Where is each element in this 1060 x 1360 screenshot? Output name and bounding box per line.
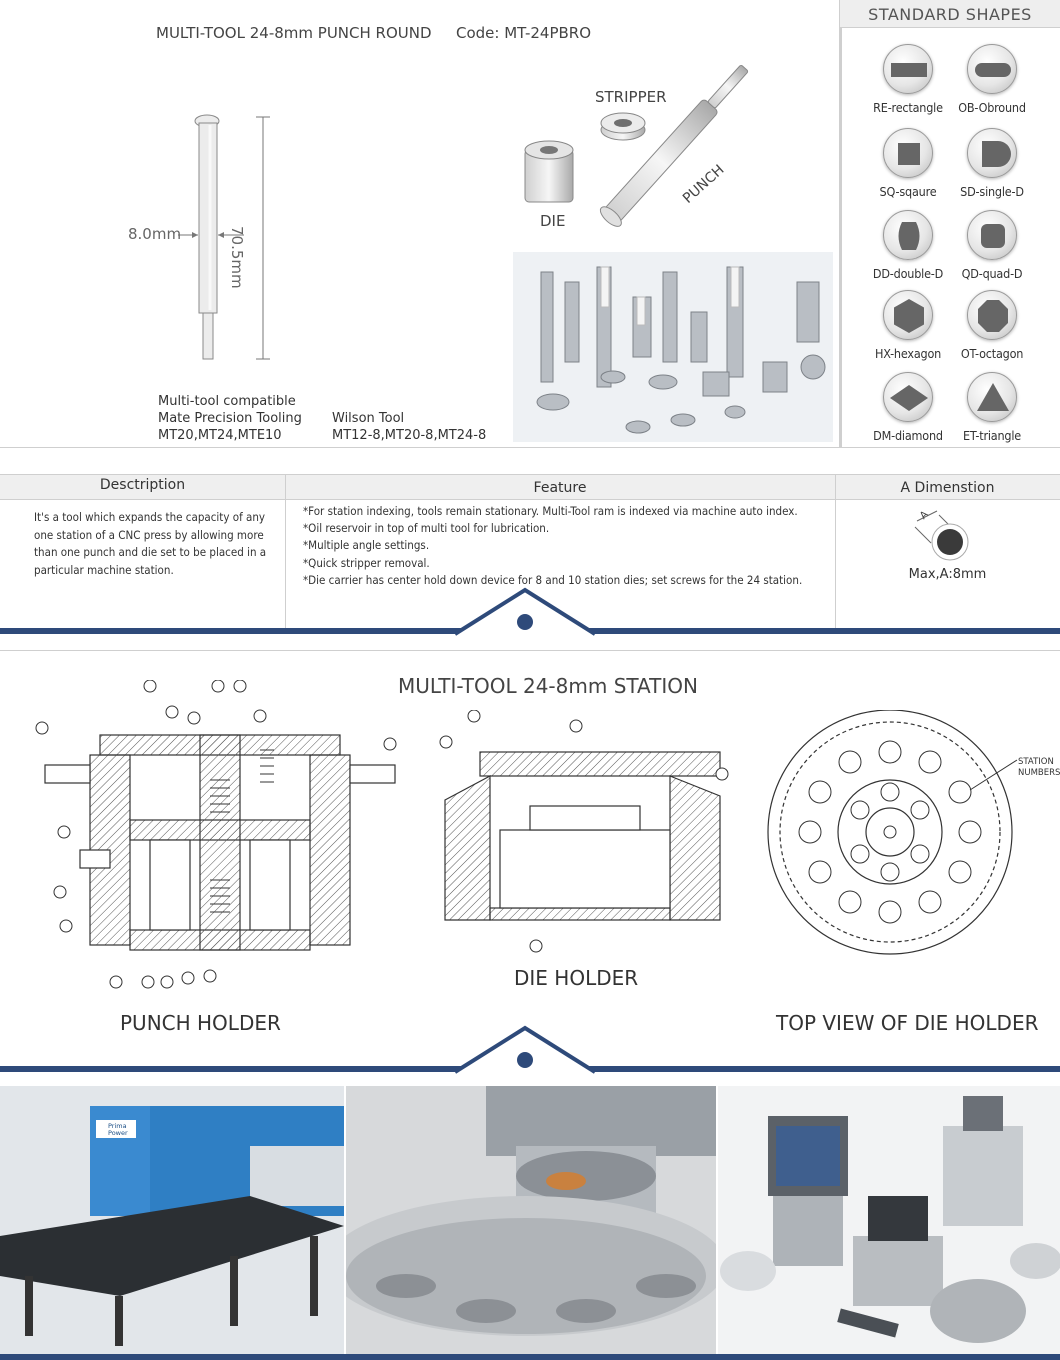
- shape-hexagon: HX-hexagon: [866, 290, 950, 361]
- feature-item: *Quick stripper removal.: [303, 555, 430, 570]
- die-holder-drawing: [430, 710, 740, 960]
- col-feature-header: Feature: [533, 480, 587, 496]
- bottom-bar: [0, 1354, 1060, 1360]
- tooling-photo: [513, 252, 833, 442]
- turret-closeup-photo: [346, 1086, 716, 1354]
- mate-title: Mate Precision Tooling: [158, 411, 302, 426]
- machine-brand: Prima Power: [108, 1122, 128, 1137]
- col-divider-2: [835, 475, 836, 630]
- shape-triangle: ET-triangle: [950, 372, 1034, 443]
- feature-item: *Multiple angle settings.: [303, 538, 430, 553]
- quad-d-icon: [968, 211, 1018, 261]
- shape-quad-d: QD-quad-D: [950, 210, 1034, 281]
- obround-icon: [968, 45, 1018, 95]
- divider-chevron: [455, 1024, 595, 1074]
- multitool-products-photo: [718, 1086, 1060, 1354]
- shape-octagon: OT-octagon: [950, 290, 1034, 361]
- triangle-icon: [968, 373, 1018, 423]
- compat-line1: Multi-tool compatible: [158, 394, 296, 409]
- shape-square: SQ-sqaure: [866, 128, 950, 199]
- feature-list: [303, 503, 833, 589]
- wilson-title: Wilson Tool: [332, 411, 405, 426]
- shape-single-d: SD-single-D: [950, 128, 1034, 199]
- hexagon-icon: [884, 291, 934, 341]
- square-icon: [884, 129, 934, 179]
- double-d-icon: [884, 211, 934, 261]
- feature-item: *Die carrier has center hold down device for 8 and 10 station dies; set screws for the 24 station.: [303, 572, 803, 587]
- shape-rectangle: RE-rectangle: [866, 44, 950, 115]
- diameter-label: 8.0mm: [128, 225, 182, 243]
- punch-holder-drawing: [30, 680, 410, 990]
- wilson-models: MT12-8,MT20-8,MT24-8: [332, 428, 487, 443]
- length-label: 70.5mm: [228, 226, 246, 289]
- top-view-drawing: [755, 710, 1045, 960]
- mate-models: MT20,MT24,MTE10: [158, 428, 282, 443]
- feature-item: *Oil reservoir in top of multi tool for lubrication.: [303, 521, 550, 536]
- product-code: Code: MT-24PBRO: [456, 24, 592, 42]
- die-holder-label: DIE HOLDER: [514, 966, 639, 990]
- shape-double-d: DD-double-D: [866, 210, 950, 281]
- shapes-title: STANDARD SHAPES: [868, 5, 1032, 24]
- photo-separator: [344, 1086, 346, 1354]
- stripper-label: STRIPPER: [595, 88, 667, 106]
- col-description-header: Desctription: [99, 477, 186, 493]
- divider-chevron: [455, 586, 595, 636]
- col-dimension-header: A Dimenstion: [900, 480, 995, 496]
- a-dimension-diagram: [905, 505, 985, 565]
- die-label: DIE: [540, 212, 566, 230]
- top-view-label: TOP VIEW OF DIE HOLDER: [776, 1011, 1039, 1035]
- station-numbers-label: STATION NUMBERS: [1018, 757, 1060, 778]
- octagon-icon: [968, 291, 1018, 341]
- station-title: MULTI-TOOL 24-8mm STATION: [398, 674, 698, 698]
- col-divider-1: [285, 475, 286, 630]
- a-dimension-value: Max,A:8mm: [908, 567, 987, 582]
- punch-label: PUNCH: [680, 161, 728, 207]
- diamond-icon: [884, 373, 934, 423]
- photo-separator: [716, 1086, 718, 1354]
- a-dimension-letter: A: [918, 509, 931, 522]
- shape-diamond: DM-diamond: [866, 372, 950, 443]
- rectangle-icon: [884, 45, 934, 95]
- shape-obround: OB-Obround: [950, 44, 1034, 115]
- punch-holder-label: PUNCH HOLDER: [120, 1011, 281, 1035]
- single-d-icon: [968, 129, 1018, 179]
- description-text: It's a tool which expands the capacity of any one station of a CNC press by allowing more than one punch and die set to be placed in a particular machine station.: [34, 510, 267, 577]
- product-title: MULTI-TOOL 24-8mm PUNCH ROUND: [156, 24, 432, 42]
- machine-photo: [0, 1086, 344, 1354]
- feature-item: *For station indexing, tools remain stationary. Multi-Tool ram is indexed via machine auto index.: [303, 504, 798, 518]
